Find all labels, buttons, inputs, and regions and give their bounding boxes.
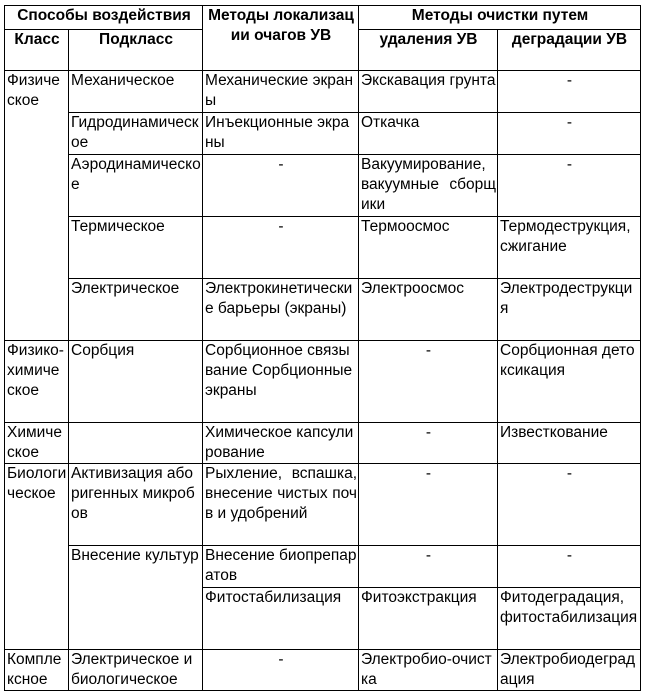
table-row	[5, 155, 641, 217]
degradation-cell: -	[498, 113, 641, 155]
subclass-cell: Активизация аборигенных микробов	[69, 464, 203, 546]
subclass-cell: Электрическое и биологическое	[69, 650, 203, 691]
degradation-cell: Электробиодеградация	[498, 650, 641, 691]
localization-cell: -	[203, 155, 359, 217]
subclass-cell: Гидродинамическое	[69, 113, 203, 155]
localization-cell: Химическое капсулирование	[203, 423, 359, 464]
degradation-cell: Известкование	[498, 423, 641, 464]
header-cleanup: Методы очистки путем	[359, 6, 641, 30]
table-row	[5, 423, 641, 464]
table-row	[5, 464, 641, 546]
table-row	[5, 546, 641, 588]
localization-cell: Внесение биопрепаратов	[203, 546, 359, 588]
removal-cell: Электробио-очистка	[359, 650, 498, 691]
header-localization: Методы локализации очагов УВ	[203, 6, 359, 71]
localization-cell: -	[203, 217, 359, 279]
removal-cell: -	[359, 464, 498, 546]
header-degradation: деградации УВ	[498, 30, 641, 71]
header-subclass: Подкласс	[69, 30, 203, 71]
degradation-cell: -	[498, 546, 641, 588]
subclass-cell: Электрическое	[69, 279, 203, 341]
class-cell: Комплексное	[5, 650, 69, 691]
subclass-cell: Аэродинамическое	[69, 155, 203, 217]
removal-cell: -	[359, 546, 498, 588]
localization-cell: -	[203, 650, 359, 691]
removal-cell: Фитоэкстракция	[359, 588, 498, 650]
localization-cell: Фитостабилизация	[203, 588, 359, 650]
degradation-cell: -	[498, 464, 641, 546]
removal-cell: Электроосмос	[359, 279, 498, 341]
degradation-cell: -	[498, 71, 641, 113]
class-cell: Физическое	[5, 71, 69, 341]
removal-cell: -	[359, 341, 498, 423]
methods-table	[4, 5, 641, 691]
degradation-cell: Сорбционная детоксикация	[498, 341, 641, 423]
degradation-cell: -	[498, 155, 641, 217]
removal-cell: Откачка	[359, 113, 498, 155]
table-row	[5, 279, 641, 341]
degradation-cell: Термодеструкция, сжигание	[498, 217, 641, 279]
header-row-1	[5, 6, 641, 30]
removal-cell: Вакуумирование, вакуумные сборщики	[359, 155, 498, 217]
subclass-cell: Внесение культур	[69, 546, 203, 650]
localization-cell: Рыхление, вспашка, внесение чистых почв и удобрений	[203, 464, 359, 546]
class-cell: Биологическое	[5, 464, 69, 650]
header-class: Класс	[5, 30, 69, 71]
class-cell: Физико-химическое	[5, 341, 69, 423]
header-methods-impact: Способы воздействия	[5, 6, 203, 30]
table-row	[5, 341, 641, 423]
subclass-cell: Сорбция	[69, 341, 203, 423]
localization-cell: Электрокинетические барьеры (экраны)	[203, 279, 359, 341]
table-row	[5, 113, 641, 155]
degradation-cell: Электродеструкция	[498, 279, 641, 341]
removal-cell: Экскавация грунта	[359, 71, 498, 113]
header-removal: удаления УВ	[359, 30, 498, 71]
subclass-cell: Термическое	[69, 217, 203, 279]
localization-cell: Сорбционное связывание Сорбционные экраны	[203, 341, 359, 423]
localization-cell: Инъекционные экраны	[203, 113, 359, 155]
subclass-cell: Механическое	[69, 71, 203, 113]
removal-cell: -	[359, 423, 498, 464]
degradation-cell: Фитодеградация, фитостабилизация	[498, 588, 641, 650]
table-row	[5, 71, 641, 113]
class-cell: Химическое	[5, 423, 69, 464]
removal-cell: Термоосмос	[359, 217, 498, 279]
table-row	[5, 217, 641, 279]
subclass-cell	[69, 423, 203, 464]
localization-cell: Механические экраны	[203, 71, 359, 113]
table-row	[5, 650, 641, 691]
